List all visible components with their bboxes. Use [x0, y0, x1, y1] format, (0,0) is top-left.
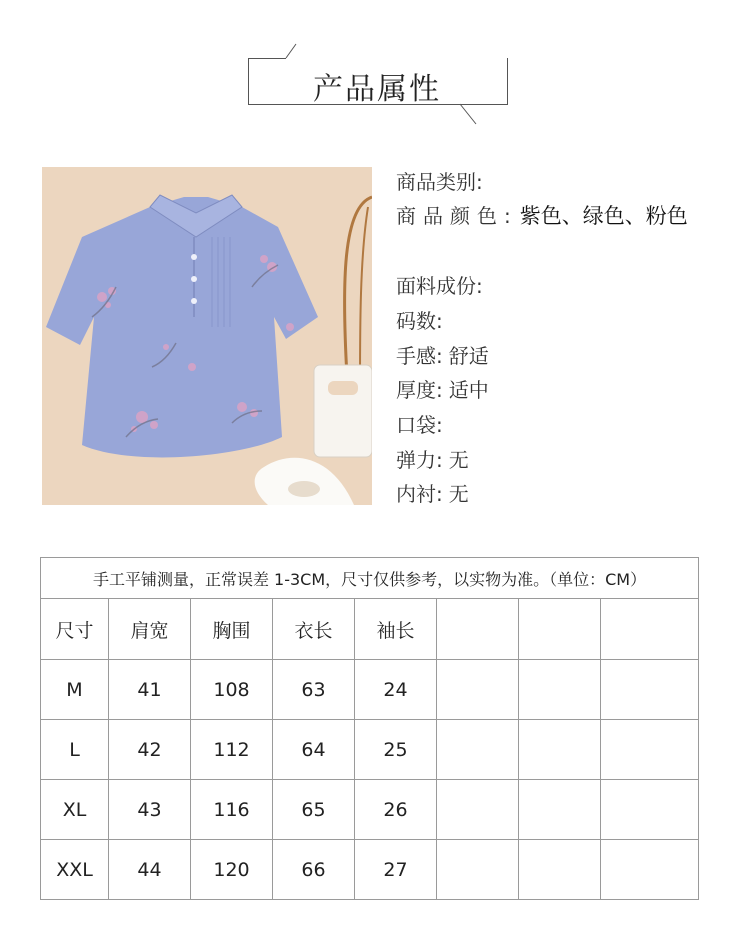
table-cell: L	[41, 720, 109, 780]
table-cell	[437, 660, 519, 720]
table-row	[41, 780, 699, 840]
header-cell-length: 衣长	[273, 599, 355, 660]
attribute-label: 口袋:	[396, 413, 443, 437]
page-title: 产品属性	[313, 72, 441, 107]
table-cell	[437, 780, 519, 840]
attribute-label: 商品颜色:	[396, 204, 518, 228]
attribute-pocket	[396, 411, 449, 439]
table-cell	[519, 720, 601, 780]
table-cell: 64	[273, 720, 355, 780]
table-cell: 66	[273, 840, 355, 900]
table-row	[41, 720, 699, 780]
attribute-label: 内衬:	[396, 482, 443, 506]
table-cell	[519, 840, 601, 900]
table-cell: 24	[355, 660, 437, 720]
attribute-label: 弹力:	[396, 448, 443, 472]
table-cell: 112	[191, 720, 273, 780]
attribute-lining	[396, 480, 469, 508]
table-cell	[519, 780, 601, 840]
table-cell	[519, 660, 601, 720]
size-table-note-row	[41, 558, 699, 599]
table-cell: 42	[109, 720, 191, 780]
attribute-category	[396, 168, 489, 196]
table-cell: 65	[273, 780, 355, 840]
attribute-value: 紫色、绿色、粉色	[519, 204, 688, 228]
header-cell-bust: 胸围	[191, 599, 273, 660]
table-cell: 43	[109, 780, 191, 840]
table-cell: 41	[109, 660, 191, 720]
table-cell	[601, 720, 699, 780]
table-row	[41, 840, 699, 900]
header-cell-empty	[437, 599, 519, 660]
product-photo	[42, 167, 372, 505]
attribute-value: 无	[448, 482, 469, 506]
table-cell: 120	[191, 840, 273, 900]
header-cell-empty	[519, 599, 601, 660]
attribute-colors	[396, 202, 688, 230]
table-cell: 108	[191, 660, 273, 720]
table-cell: 44	[109, 840, 191, 900]
product-photo-illustration	[42, 167, 372, 505]
table-cell	[601, 840, 699, 900]
size-table	[40, 557, 699, 900]
table-cell	[437, 840, 519, 900]
attribute-label: 厚度:	[396, 378, 443, 402]
table-row	[41, 660, 699, 720]
table-cell: 26	[355, 780, 437, 840]
table-cell	[437, 720, 519, 780]
header-cell-sleeve: 袖长	[355, 599, 437, 660]
table-cell: 25	[355, 720, 437, 780]
attribute-value: 适中	[448, 378, 489, 402]
attribute-value: 无	[448, 448, 469, 472]
measurement-note: 手工平铺测量，正常误差 1-3CM，尺寸仅供参考，以实物为准。（单位：CM）	[41, 558, 699, 599]
attribute-thickness	[396, 376, 489, 404]
attribute-elasticity	[396, 446, 469, 474]
table-cell: XL	[41, 780, 109, 840]
attribute-label: 码数:	[396, 309, 443, 333]
table-cell: 63	[273, 660, 355, 720]
attribute-value: 舒适	[448, 344, 489, 368]
attribute-fabric	[396, 272, 489, 300]
table-cell: 116	[191, 780, 273, 840]
table-cell	[601, 660, 699, 720]
table-cell: XXL	[41, 840, 109, 900]
size-table-header-row	[41, 599, 699, 660]
attribute-label: 手感:	[396, 344, 443, 368]
table-cell	[601, 780, 699, 840]
attribute-label: 商品类别:	[396, 170, 483, 194]
attribute-size	[396, 307, 449, 335]
attribute-feel	[396, 342, 489, 370]
attribute-label: 面料成份:	[396, 274, 483, 298]
header-cell-empty	[601, 599, 699, 660]
header-cell-shoulder: 肩宽	[109, 599, 191, 660]
table-cell: M	[41, 660, 109, 720]
table-cell: 27	[355, 840, 437, 900]
header-cell-size: 尺寸	[41, 599, 109, 660]
